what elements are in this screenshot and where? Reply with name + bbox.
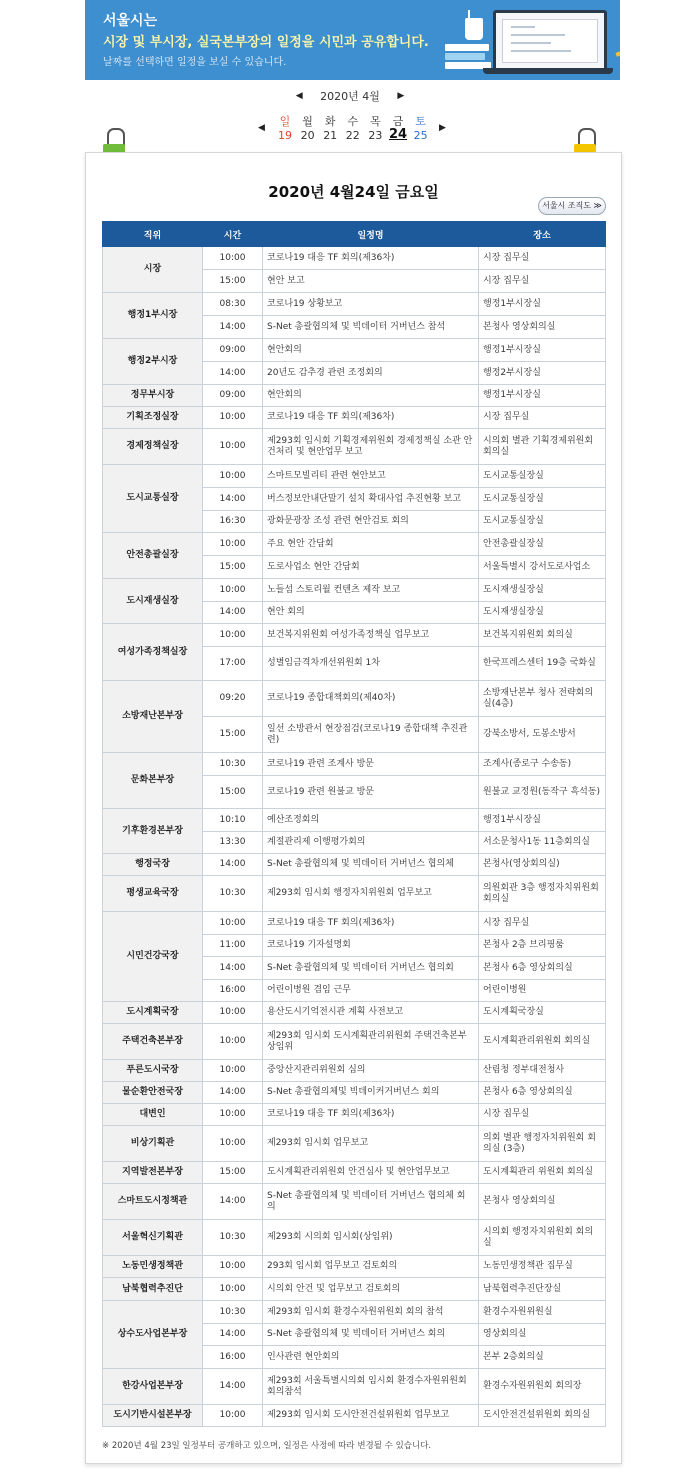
prev-week-arrow-icon[interactable]: ◀	[258, 123, 265, 133]
place-cell: 도시재생실장실	[479, 602, 606, 624]
event-cell: 중앙산지관리위원회 심의	[263, 1060, 479, 1082]
month-navigator	[0, 88, 700, 104]
schedule-panel	[85, 152, 622, 1464]
date-link[interactable]: 25	[413, 129, 428, 142]
event-cell: 코로나19 대응 TF 회의(제36차)	[263, 912, 479, 935]
org-chart-button[interactable]: 서울시 조직도 ≫	[538, 197, 606, 215]
position-cell: 도시재생실장	[103, 579, 203, 624]
position-cell: 여성가족정책실장	[103, 624, 203, 681]
place-cell: 어린이병원	[479, 980, 606, 1002]
event-cell: 일선 소방관서 현장점검(코로나19 종합대책 추진관련)	[263, 717, 479, 753]
place-cell: 한국프레스센터 19층 국화실	[479, 647, 606, 681]
table-row	[103, 1060, 606, 1082]
position-cell: 대변인	[103, 1104, 203, 1126]
event-cell: 코로나19 대응 TF 회의(제36차)	[263, 407, 479, 429]
place-cell: 본부 2층회의실	[479, 1346, 606, 1369]
place-cell: 환경수자원위원회 회의장	[479, 1369, 606, 1405]
date-link[interactable]: 20	[300, 129, 315, 142]
place-cell: 도시교통실장실	[479, 511, 606, 533]
place-cell: 조계사(종로구 수송동)	[479, 753, 606, 776]
event-cell: 20년도 감추경 관련 조정회의	[263, 362, 479, 385]
time-cell: 10:30	[203, 1301, 263, 1324]
position-cell: 행정국장	[103, 854, 203, 876]
event-cell: 현안회의	[263, 385, 479, 407]
date-link[interactable]: 22	[345, 129, 360, 142]
table-row	[103, 339, 606, 362]
event-cell: 코로나19 종합대책회의(제40차)	[263, 681, 479, 717]
position-cell: 주택건축본부장	[103, 1024, 203, 1060]
header-banner	[85, 0, 620, 80]
place-cell: 본청사 영상회의실	[479, 316, 606, 339]
table-row	[103, 854, 606, 876]
position-cell: 푸른도시국장	[103, 1060, 203, 1082]
table-row	[103, 1220, 606, 1256]
time-cell: 09:00	[203, 385, 263, 407]
date-link-selected[interactable]: 24	[388, 127, 408, 142]
time-cell: 08:30	[203, 293, 263, 316]
event-cell: 보건복지위원회 여성가족정책실 업무보고	[263, 624, 479, 647]
event-cell: 노들섬 스토리월 컨텐츠 제작 보고	[263, 579, 479, 602]
weekday-label: 화	[324, 115, 336, 128]
weekday-label: 목	[370, 115, 381, 128]
time-cell: 10:00	[203, 407, 263, 429]
position-cell: 기후환경본부장	[103, 809, 203, 854]
table-row	[103, 1256, 606, 1278]
time-cell: 10:30	[203, 876, 263, 912]
date-link[interactable]: 21	[323, 129, 338, 142]
place-cell: 의원회관 3층 행정자치위원회 회의실	[479, 876, 606, 912]
place-cell: 영상회의실	[479, 1324, 606, 1346]
event-cell: 제293회 시의회 임시회(상임위)	[263, 1220, 479, 1256]
weekday-label: 금	[392, 115, 404, 128]
event-cell: 코로나19 기자설명회	[263, 935, 479, 957]
weekday-label: 토	[415, 115, 426, 128]
event-cell: 스마트모빌리티 관련 현안보고	[263, 465, 479, 488]
place-cell: 남북협력추진단장실	[479, 1278, 606, 1301]
time-cell: 10:00	[203, 1278, 263, 1301]
time-cell: 16:00	[203, 1346, 263, 1369]
event-cell: 현안 회의	[263, 602, 479, 624]
time-cell: 10:00	[203, 1104, 263, 1126]
time-cell: 15:00	[203, 776, 263, 809]
time-cell: 14:00	[203, 1369, 263, 1405]
position-cell: 문화본부장	[103, 753, 203, 809]
table-row	[103, 809, 606, 832]
event-cell: 코로나19 대응 TF 회의(제36차)	[263, 1104, 479, 1126]
event-cell: 시의회 안건 및 업무보고 검토회의	[263, 1278, 479, 1301]
time-cell: 15:00	[203, 1162, 263, 1184]
table-row	[103, 1184, 606, 1220]
position-cell: 정무부시장	[103, 385, 203, 407]
time-cell: 16:30	[203, 511, 263, 533]
time-cell: 11:00	[203, 935, 263, 957]
position-cell: 지역발전본부장	[103, 1162, 203, 1184]
time-cell: 15:00	[203, 556, 263, 579]
place-cell: 도시안전건설위원회 회의실	[479, 1405, 606, 1427]
place-cell: 도시계획관리위원회 회의실	[479, 1024, 606, 1060]
table-row	[103, 385, 606, 407]
event-cell: 제293회 임시회 행정자치위원회 업무보고	[263, 876, 479, 912]
table-row	[103, 1082, 606, 1104]
table-row	[103, 1369, 606, 1405]
time-cell: 14:00	[203, 488, 263, 511]
time-cell: 10:00	[203, 624, 263, 647]
place-cell: 본청사 영상회의실	[479, 1184, 606, 1220]
place-cell: 도시교통실장실	[479, 465, 606, 488]
position-cell: 상수도사업본부장	[103, 1301, 203, 1369]
event-cell: S-Net 총괄협의체 및 빅데이터 거버넌스 참석	[263, 316, 479, 339]
place-cell: 노동민생정책관 집무실	[479, 1256, 606, 1278]
weekday-label: 월	[302, 115, 313, 128]
time-cell: 17:00	[203, 647, 263, 681]
table-row	[103, 876, 606, 912]
place-cell: 산림청 정부대전청사	[479, 1060, 606, 1082]
table-row	[103, 1278, 606, 1301]
time-cell: 09:20	[203, 681, 263, 717]
weekday-label: 일	[279, 115, 291, 128]
position-cell: 서울혁신기획관	[103, 1220, 203, 1256]
position-cell: 안전총괄실장	[103, 533, 203, 579]
books-illustration-icon	[445, 42, 491, 69]
time-cell: 16:00	[203, 980, 263, 1002]
place-cell: 환경수자원위원실	[479, 1301, 606, 1324]
time-cell: 14:00	[203, 602, 263, 624]
time-cell: 10:00	[203, 1126, 263, 1162]
position-cell: 기획조정실장	[103, 407, 203, 429]
event-cell: 제293회 서울특별시의회 임시회 환경수자원위원회 회의참석	[263, 1369, 479, 1405]
cup-illustration-icon	[465, 18, 483, 40]
header-event: 일정명	[263, 222, 479, 247]
event-cell: 성별임금격차개선위원회 1차	[263, 647, 479, 681]
footnote: ※ 2020년 4월 23일 일정부터 공개하고 있으며, 일정은 사정에 따라 변경될 수 있습니다.	[102, 1441, 432, 1451]
place-cell: 도시계획국장실	[479, 1002, 606, 1024]
place-cell: 도시계획관리 위원회 회의실	[479, 1162, 606, 1184]
position-cell: 행정1부시장	[103, 293, 203, 339]
event-cell: 현안회의	[263, 339, 479, 362]
position-cell: 스마트도시정책관	[103, 1184, 203, 1220]
time-cell: 14:00	[203, 316, 263, 339]
table-row	[103, 1104, 606, 1126]
table-row	[103, 429, 606, 465]
table-row	[103, 753, 606, 776]
laptop-illustration-icon	[493, 10, 607, 74]
event-cell: S-Net 총괄협의체및 빅데이커거버넌스 회의	[263, 1082, 479, 1104]
place-cell: 본청사 6층 영상회의실	[479, 1082, 606, 1104]
event-cell: 주요 현안 간담회	[263, 533, 479, 556]
time-cell: 10:00	[203, 465, 263, 488]
event-cell: 제293회 임시회 환경수자원위원회 회의 참석	[263, 1301, 479, 1324]
event-cell: S-Net 총괄협의체 및 빅데이터 거버넌스 협의체	[263, 854, 479, 876]
position-cell: 소방재난본부장	[103, 681, 203, 753]
prev-month-arrow-icon[interactable]: ◀	[295, 91, 303, 101]
place-cell: 시의회 행정자치위원회 회의실	[479, 1220, 606, 1256]
table-row	[103, 247, 606, 270]
event-cell: 제293회 임시회 도시안전건설위원회 업무보고	[263, 1405, 479, 1427]
position-cell: 행정2부시장	[103, 339, 203, 385]
place-cell: 본청사(영상회의실)	[479, 854, 606, 876]
time-cell: 10:00	[203, 1060, 263, 1082]
table-row	[103, 293, 606, 316]
place-cell: 강북소방서, 도봉소방서	[479, 717, 606, 753]
place-cell: 본청사 6층 영상회의실	[479, 957, 606, 980]
place-cell: 행정1부시장실	[479, 809, 606, 832]
place-cell: 행정2부시장실	[479, 362, 606, 385]
time-cell: 10:00	[203, 579, 263, 602]
date-link[interactable]: 19	[278, 129, 292, 142]
schedule-date-title: 2020년 4월24일 금요일	[268, 183, 439, 201]
position-cell: 경제정책실장	[103, 429, 203, 465]
position-cell: 도시기반시설본부장	[103, 1405, 203, 1427]
event-cell: S-Net 총괄협의체 및 빅데이터 거버넌스 협의회	[263, 957, 479, 980]
place-cell: 시의회 별관 기획경제위원회회의실	[479, 429, 606, 465]
table-row	[103, 1301, 606, 1324]
time-cell: 10:30	[203, 1220, 263, 1256]
table-row	[103, 681, 606, 717]
table-row	[103, 465, 606, 488]
table-row	[103, 533, 606, 556]
laptop-base-icon	[483, 68, 613, 74]
time-cell: 10:00	[203, 1024, 263, 1060]
place-cell: 도시교통실장실	[479, 488, 606, 511]
event-cell: 용산도시기억전시관 계획 사전보고	[263, 1002, 479, 1024]
schedule-table	[102, 221, 606, 1427]
place-cell: 원불교 교정원(동작구 흑석동)	[479, 776, 606, 809]
table-row	[103, 1002, 606, 1024]
event-cell: 도로사업소 현안 간담회	[263, 556, 479, 579]
event-cell: 코로나19 관련 원불교 방문	[263, 776, 479, 809]
banner-subheading: 시장 및 부시장, 실국본부장의 일정을 시민과 공유합니다.	[103, 35, 429, 50]
place-cell: 행정1부시장실	[479, 385, 606, 407]
event-cell: S-Net 총괄협의체 및 빅데이터 거버넌스 회의	[263, 1324, 479, 1346]
date-link[interactable]: 23	[368, 129, 383, 142]
time-cell: 15:00	[203, 717, 263, 753]
time-cell: 10:00	[203, 429, 263, 465]
event-cell: 예산조정회의	[263, 809, 479, 832]
place-cell: 시장 집무실	[479, 407, 606, 429]
header-time: 시간	[203, 222, 263, 247]
position-cell: 비상기획관	[103, 1126, 203, 1162]
event-cell: 제293회 임시회 도시계획관리위원회 주택건축본부 상임위	[263, 1024, 479, 1060]
place-cell: 도시재생실장실	[479, 579, 606, 602]
next-month-arrow-icon[interactable]: ▶	[397, 91, 405, 101]
table-row	[103, 1126, 606, 1162]
header-position: 직위	[103, 222, 203, 247]
banner-instruction: 날짜를 선택하면 일정을 보실 수 있습니다.	[103, 57, 287, 68]
place-cell: 시장 집무실	[479, 1104, 606, 1126]
event-cell: S-Net 총괄협의체 및 빅데이터 거버넌스 협의체 회의	[263, 1184, 479, 1220]
table-row	[103, 912, 606, 935]
position-cell: 평생교육국장	[103, 876, 203, 912]
table-row	[103, 624, 606, 647]
event-cell: 버스정보안내단말기 설치 확대사업 추진현황 보고	[263, 488, 479, 511]
event-cell: 제293회 임시회 기획경제위원회 경제정책실 소관 안건처리 및 현안업무 보고	[263, 429, 479, 465]
position-cell: 물순환안전국장	[103, 1082, 203, 1104]
table-row	[103, 579, 606, 602]
place-cell: 보건복지위원회 회의실	[479, 624, 606, 647]
time-cell: 10:00	[203, 912, 263, 935]
place-cell: 시장 집무실	[479, 912, 606, 935]
banner-heading: 서울시는	[103, 13, 158, 29]
weekday-label: 수	[347, 115, 359, 128]
time-cell: 10:30	[203, 753, 263, 776]
place-cell: 시장 집무실	[479, 270, 606, 293]
position-cell: 남북협력추진단	[103, 1278, 203, 1301]
table-row	[103, 1405, 606, 1427]
time-cell: 10:00	[203, 533, 263, 556]
place-cell: 서울특별시 강서도로사업소	[479, 556, 606, 579]
time-cell: 14:00	[203, 1324, 263, 1346]
place-cell: 서소문청사1동 11층회의실	[479, 832, 606, 854]
current-month-label: 2020년 4월	[320, 90, 380, 103]
position-cell: 노동민생정책관	[103, 1256, 203, 1278]
time-cell: 10:00	[203, 1405, 263, 1427]
table-row	[103, 1024, 606, 1060]
table-row	[103, 407, 606, 429]
event-cell: 코로나19 대응 TF 회의(제36차)	[263, 247, 479, 270]
time-cell: 10:00	[203, 1002, 263, 1024]
place-cell: 소방재난본부 청사 전략회의실(4층)	[479, 681, 606, 717]
event-cell: 계절관리제 이행평가회의	[263, 832, 479, 854]
position-cell: 도시계획국장	[103, 1002, 203, 1024]
time-cell: 14:00	[203, 957, 263, 980]
time-cell: 13:30	[203, 832, 263, 854]
header-place: 장소	[479, 222, 606, 247]
table-row	[103, 1162, 606, 1184]
time-cell: 09:00	[203, 339, 263, 362]
place-cell: 행정1부시장실	[479, 293, 606, 316]
time-cell: 10:10	[203, 809, 263, 832]
time-cell: 15:00	[203, 270, 263, 293]
place-cell: 본청사 2층 브리핑룸	[479, 935, 606, 957]
time-cell: 14:00	[203, 362, 263, 385]
event-cell: 코로나19 상황보고	[263, 293, 479, 316]
place-cell: 행정1부시장실	[479, 339, 606, 362]
event-cell: 도시계획관리위원회 안건심사 및 현안업무보고	[263, 1162, 479, 1184]
place-cell: 의회 별관 행정자치위원회 회의실 (3층)	[479, 1126, 606, 1162]
time-cell: 10:00	[203, 247, 263, 270]
event-cell: 코로나19 관련 조계사 방문	[263, 753, 479, 776]
time-cell: 14:00	[203, 854, 263, 876]
event-cell: 293회 임시회 업무보고 검토회의	[263, 1256, 479, 1278]
week-navigator	[255, 113, 450, 145]
event-cell: 제293회 임시회 업무보고	[263, 1126, 479, 1162]
event-cell: 현안 보고	[263, 270, 479, 293]
place-cell: 시장 집무실	[479, 247, 606, 270]
place-cell: 안전총괄실장실	[479, 533, 606, 556]
event-cell: 인사관련 현안회의	[263, 1346, 479, 1369]
time-cell: 14:00	[203, 1184, 263, 1220]
position-cell: 시장	[103, 247, 203, 293]
table-header-row	[103, 222, 606, 247]
position-cell: 한강사업본부장	[103, 1369, 203, 1405]
next-week-arrow-icon[interactable]: ▶	[439, 123, 446, 133]
time-cell: 10:00	[203, 1256, 263, 1278]
event-cell: 광화문광장 조성 관련 현안검토 회의	[263, 511, 479, 533]
time-cell: 14:00	[203, 1082, 263, 1104]
event-cell: 어린이병원 겸임 근무	[263, 980, 479, 1002]
position-cell: 시민건강국장	[103, 912, 203, 1002]
pen-illustration-icon	[616, 39, 620, 56]
position-cell: 도시교통실장	[103, 465, 203, 533]
